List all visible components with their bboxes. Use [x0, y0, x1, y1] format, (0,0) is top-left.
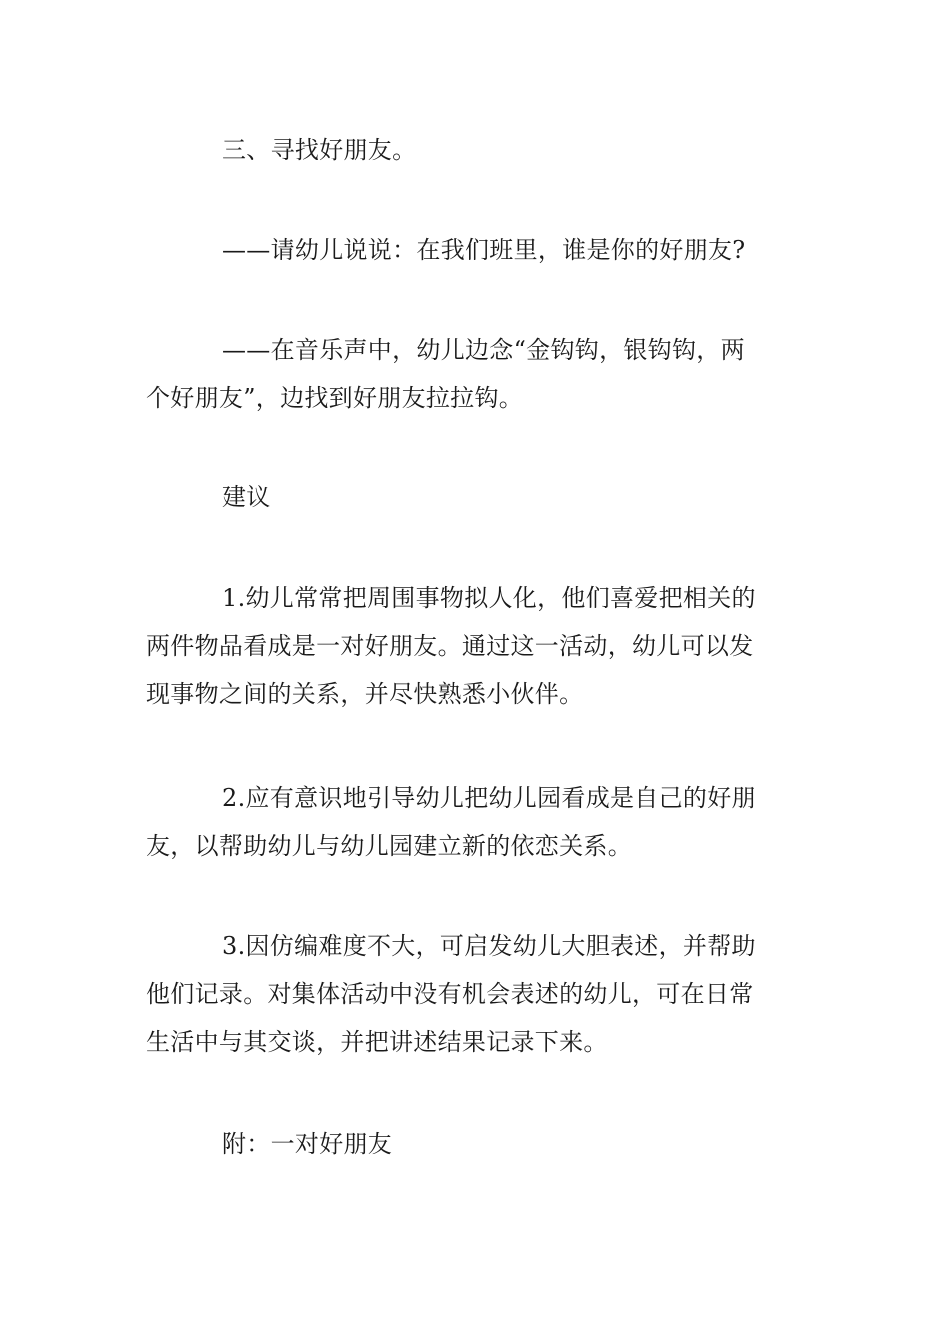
text-line: 现事物之间的关系，并尽快熟悉小伙伴。	[146, 680, 584, 708]
appendix-heading	[146, 1120, 810, 1168]
suggestion-item-2	[146, 774, 810, 870]
text-line: 3.因仿编难度不大，可启发幼儿大胆表述，并帮助	[222, 932, 756, 960]
text-line: 生活中与其交谈，并把讲述结果记录下来。	[146, 1028, 608, 1056]
section-heading-find-friends	[146, 126, 810, 174]
text-line: 友，以帮助幼儿与幼儿园建立新的依恋关系。	[146, 832, 632, 860]
text-line: 建议	[222, 483, 271, 511]
text-line: 个好朋友”，边找到好朋友拉拉钩。	[146, 384, 524, 412]
text-line: 两件物品看成是一对好朋友。通过这一活动，幼儿可以发	[146, 632, 754, 660]
text-line: ——请幼儿说说：在我们班里，谁是你的好朋友?	[222, 236, 746, 264]
suggestion-item-3	[146, 922, 810, 1066]
paragraph-ask-children	[146, 226, 810, 274]
text-line: 三、寻找好朋友。	[222, 136, 417, 164]
text-line: 附：一对好朋友	[222, 1130, 393, 1158]
text-line: ——在音乐声中，幼儿边念“金钩钩，银钩钩，两	[222, 336, 745, 364]
text-line: 1.幼儿常常把周围事物拟人化，他们喜爱把相关的	[222, 584, 756, 612]
section-heading-suggestions	[146, 473, 810, 521]
suggestion-item-1	[146, 574, 810, 718]
paragraph-music-activity	[146, 326, 810, 422]
text-line: 2.应有意识地引导幼儿把幼儿园看成是自己的好朋	[222, 784, 756, 812]
text-line: 他们记录。对集体活动中没有机会表述的幼儿，可在日常	[146, 980, 754, 1008]
